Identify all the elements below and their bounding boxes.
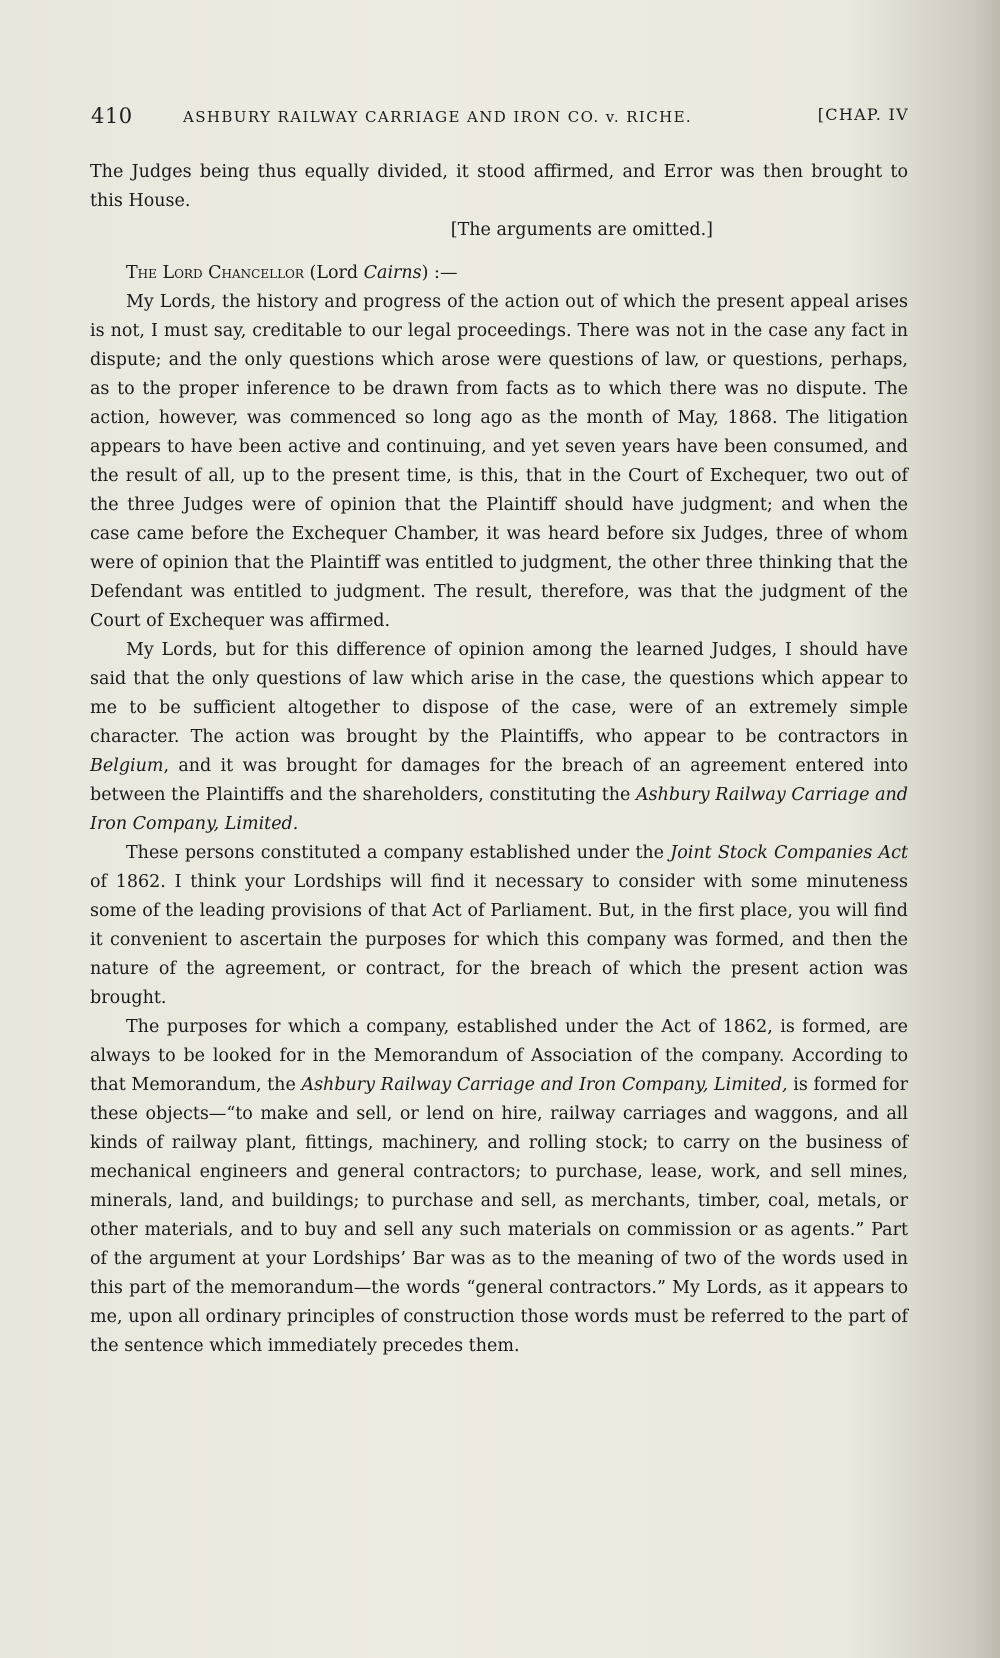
paragraph-4 xyxy=(90,1013,908,1361)
paragraph-2-italic-belgium: Belgium xyxy=(90,756,164,776)
omitted-note: [The arguments are omitted.] xyxy=(450,220,713,240)
page-header xyxy=(91,104,909,138)
speaker-title: The Lord Chancellor xyxy=(126,263,304,283)
paragraph-2-text-c: , and it was brought for damages for the breach of an agreement entered into between the Plaintiffs and the shareholders, constituting the xyxy=(90,756,908,805)
paragraph-3-text-c: of 1862. I think your Lordships will find it necessary to consider with some minuteness some of the leading provisions of that Act of Parliament. But, in the first place, you will find it convenient to ascertain the purposes for which this company was formed, and then the nature of the agreement, or contract, for the breach of which the present action was brought. xyxy=(90,872,908,1008)
page-number: 410 xyxy=(91,104,133,128)
running-title: ASHBURY RAILWAY CARRIAGE AND IRON CO. v. RICHE. xyxy=(183,108,693,126)
speaker-heading xyxy=(90,259,908,288)
speaker-name-open: (Lord xyxy=(309,263,364,283)
paragraph-2-italic-company: Ashbury Railway Carriage and Iron Company, Limited. xyxy=(90,785,908,834)
paragraph-4-text-c: is formed for these objects—“to make and sell, or lend on hire, railway carriages and waggons, and all kinds of railway plant, fittings, machinery, and rolling stock; to carry on the business of mechanical engineers and general contractors; to purchase, lease, work, and sell mines, minerals, land, and buildings; to purchase and sell, as merchants, timber, coal, metals, or other materials, and to buy and sell any such materials on commission or as agents.” Part of the argument at your Lordships’ Bar was as to the meaning of two of the words used in this part of the memorandum—the words “general contractors.” My Lords, as it appears to me, upon all ordinary principles of construction those words must be referred to the part of the sentence which immediately precedes them. xyxy=(90,1075,908,1356)
paragraph-4-text-a: The purposes for which a company, established under the Act of 1862, is formed, are always to be looked for in the Memorandum of Association of the company. According to that Memorandum, the xyxy=(90,1017,908,1095)
paragraph-3-text-a: These persons constituted a company established under the xyxy=(126,843,671,863)
paragraph-2-text-a: My Lords, but for this difference of opinion among the learned Judges, I should have said that the only questions of law which arise in the case, the questions which appear to me to be sufficient altogether to dispose of the case, were of an extremely simple character. The action was brought by the Plaintiffs, who appear to be contractors in xyxy=(90,640,908,747)
opening-paragraph: The Judges being thus equally divided, it stood affirmed, and Error was then brought to this House. xyxy=(90,162,908,211)
speaker-name-close: ) :— xyxy=(421,263,458,283)
page-body xyxy=(90,158,908,1361)
paragraph-3-italic-act: Joint Stock Companies Act xyxy=(670,843,908,863)
paragraph-2 xyxy=(90,636,908,839)
paragraph-4-italic-company: Ashbury Railway Carriage and Iron Company, Limited, xyxy=(301,1075,788,1095)
speaker-name: Cairns xyxy=(363,263,422,283)
paragraph-3 xyxy=(90,839,908,1013)
paragraph-1: My Lords, the history and progress of the action out of which the present appeal arises is not, I must say, creditable to our legal proceedings. There was not in the case any fact in dispute; and the only questions which arose were questions of law, or questions, perhaps, as to the proper inference to be drawn from facts as to which there was no dispute. The action, however, was commenced so long ago as the month of May, 1868. The litigation appears to have been active and continuing, and yet seven years have been consumed, and the result of all, up to the present time, is this, that in the Court of Exchequer, two out of the three Judges were of opinion that the Plaintiff should have judgment; and when the case came before the Exchequer Chamber, it was heard before six Judges, three of whom were of opinion that the Plaintiff was entitled to judgment, the other three thinking that the Defendant was entitled to judgment. The result, therefore, was that the judgment of the Court of Exchequer was affirmed. xyxy=(90,292,908,631)
chapter-marker: [CHAP. IV xyxy=(817,105,909,124)
